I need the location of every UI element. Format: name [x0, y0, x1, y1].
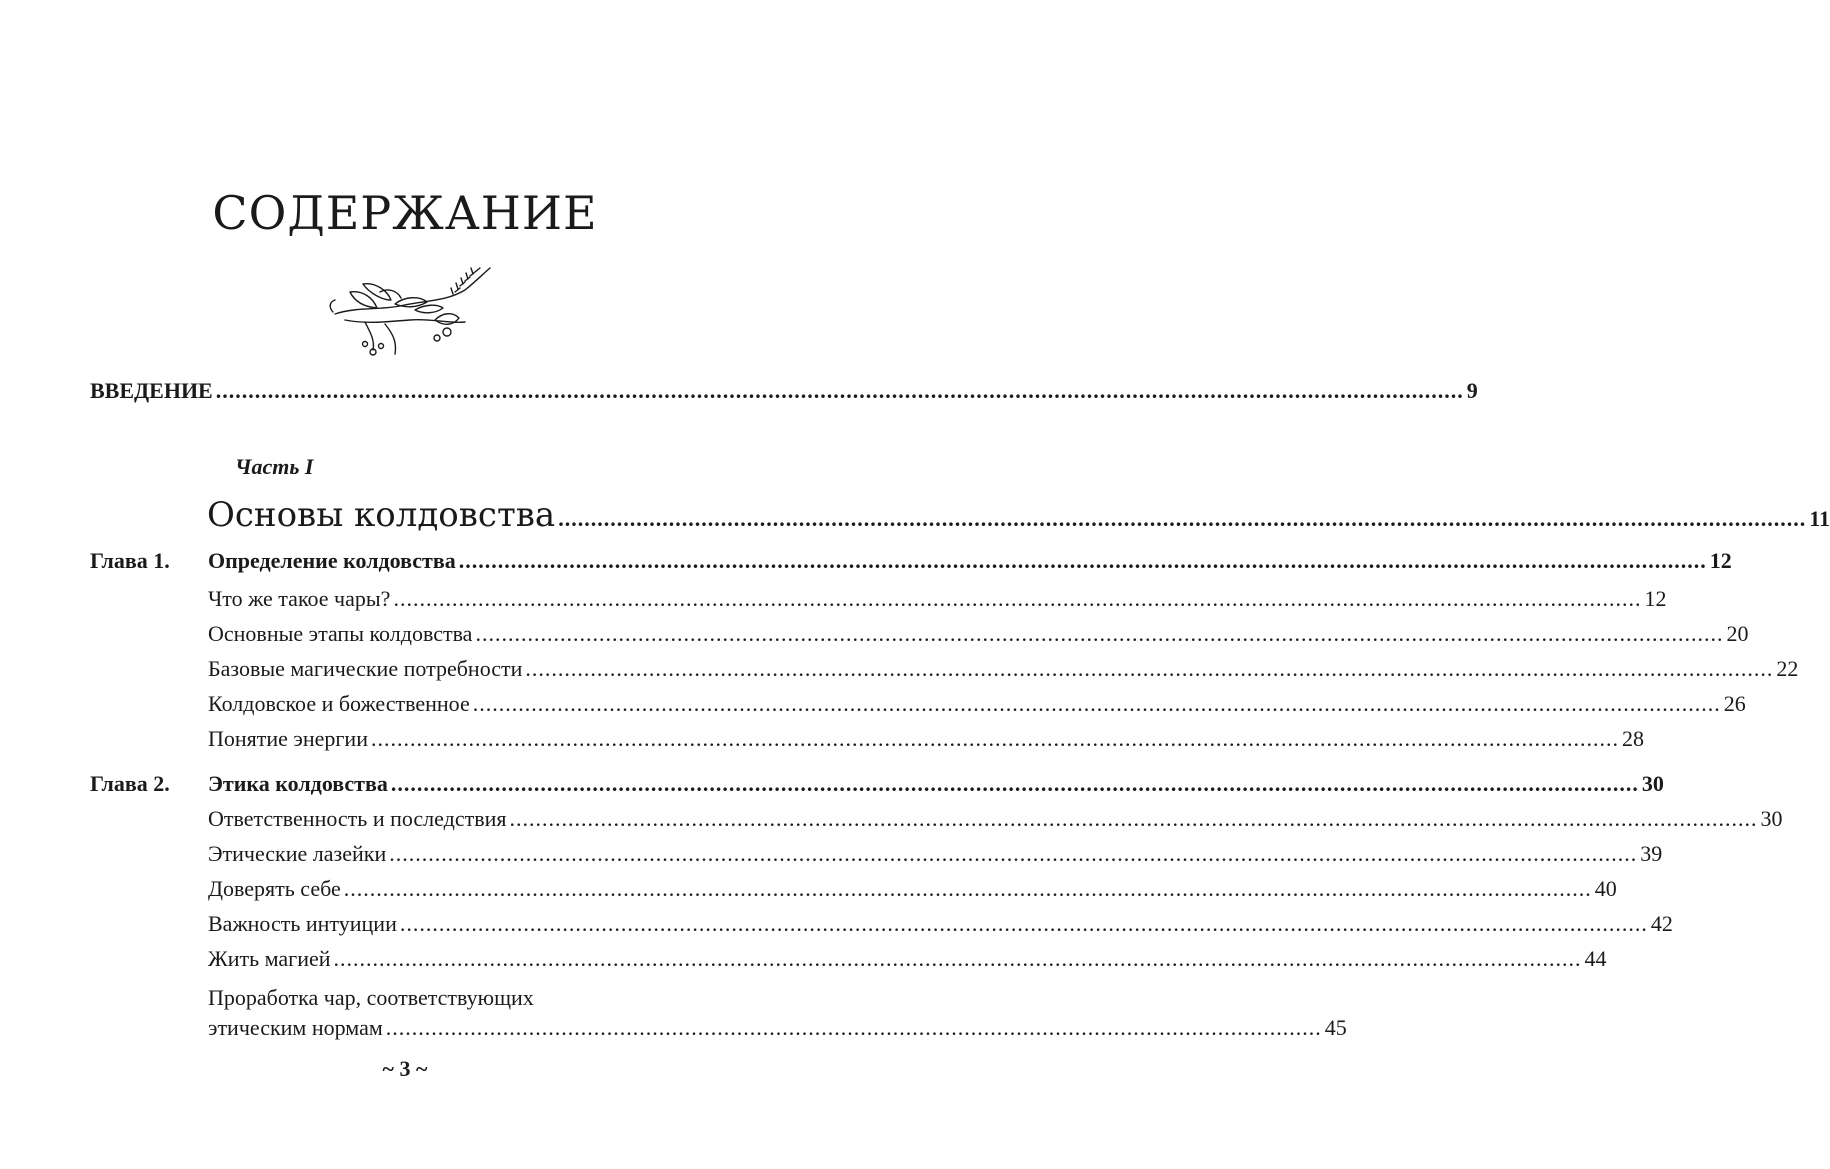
toc-entry-title: Доверять себе	[208, 876, 341, 901]
leader-dots	[525, 654, 1773, 684]
toc-entry-page: 9	[1466, 378, 1478, 403]
toc-entry-section[interactable]	[208, 804, 1783, 834]
toc-entry-title: Ответственность и последствия	[208, 806, 507, 831]
toc-entry-title: Что же такое чары?	[208, 586, 391, 611]
leader-dots	[475, 619, 1723, 649]
part-label: Часть I	[235, 454, 314, 479]
toc-entry-section[interactable]	[208, 654, 1799, 684]
page-title: СОДЕРЖАНИЕ	[212, 186, 598, 240]
toc-entry-page: 11	[1809, 506, 1830, 531]
toc-entry-section[interactable]	[208, 983, 1347, 1043]
leader-dots: ................................................................................................................................................	[385, 1015, 1322, 1040]
toc-entry-title: Этические лазейки	[208, 841, 387, 866]
toc-entry-section[interactable]	[208, 724, 1644, 754]
toc-entry-page: 30	[1760, 806, 1783, 831]
toc-entry-page: 20	[1726, 621, 1749, 646]
toc-entry-chapter[interactable]	[208, 546, 1732, 576]
toc-entry-part[interactable]	[207, 494, 1830, 540]
toc-entry-page: 28	[1621, 726, 1644, 751]
toc-entry-section[interactable]	[208, 909, 1673, 939]
toc-entry-page: 12	[1709, 548, 1732, 573]
toc-entry-title: Определение колдовства	[208, 548, 456, 573]
toc-entry-title: Важность интуиции	[208, 911, 397, 936]
toc-entry-page: 22	[1776, 656, 1799, 681]
toc-entry-title: ВВЕДЕНИЕ	[90, 378, 213, 403]
leader-dots	[400, 909, 1648, 939]
leader-dots	[389, 839, 1637, 869]
toc-entry-page: 39	[1640, 841, 1663, 866]
leader-dots	[558, 498, 1806, 540]
leader-dots	[393, 584, 1641, 614]
leader-dots	[509, 804, 1757, 834]
toc-entry-page: 26	[1723, 691, 1746, 716]
toc-entry-title: Основные этапы колдовства	[208, 621, 473, 646]
part-title: Основы колдовства	[207, 495, 556, 535]
leader-dots	[371, 724, 1619, 754]
toc-entry-section[interactable]	[208, 689, 1746, 719]
toc-entry-page: 12	[1644, 586, 1667, 611]
toc-entry-section[interactable]	[208, 619, 1749, 649]
toc-entry-chapter[interactable]	[208, 769, 1664, 799]
leader-dots	[473, 689, 1721, 719]
chapter-number: Глава 2.	[90, 771, 170, 796]
toc-entry-title-line1: Проработка чар, соответствующих	[208, 985, 534, 1010]
toc-entry-title: Колдовское и божественное	[208, 691, 470, 716]
toc-entry-page: 45	[1324, 1015, 1347, 1040]
toc-entry-intro[interactable]	[90, 376, 1478, 406]
toc-entry-title: Базовые магические потребности	[208, 656, 523, 681]
toc-entry-title-line2: этическим нормам	[208, 1015, 383, 1040]
leader-dots	[391, 769, 1639, 799]
toc-entry-section[interactable]	[208, 944, 1607, 974]
toc-entry-section[interactable]	[208, 874, 1617, 904]
toc-entry-page: 42	[1650, 911, 1673, 936]
toc-entry-title: Этика колдовства	[208, 771, 388, 796]
leader-dots	[459, 546, 1707, 576]
toc-entry-page: 44	[1584, 946, 1607, 971]
leader-dots	[344, 874, 1592, 904]
toc-entry-title: Понятие энергии	[208, 726, 368, 751]
toc-entry-section[interactable]	[208, 584, 1667, 614]
toc-entry-title: Жить магией	[208, 946, 331, 971]
chapter-number: Глава 1.	[90, 548, 170, 573]
leader-dots	[216, 376, 1464, 406]
toc-entry-page: 30	[1641, 771, 1664, 796]
toc-entry-section[interactable]	[208, 839, 1663, 869]
floral-ornament-icon	[325, 262, 495, 362]
toc-entry-page: 40	[1594, 876, 1617, 901]
page-number: ~ 3 ~	[382, 1056, 428, 1081]
leader-dots	[334, 944, 1582, 974]
